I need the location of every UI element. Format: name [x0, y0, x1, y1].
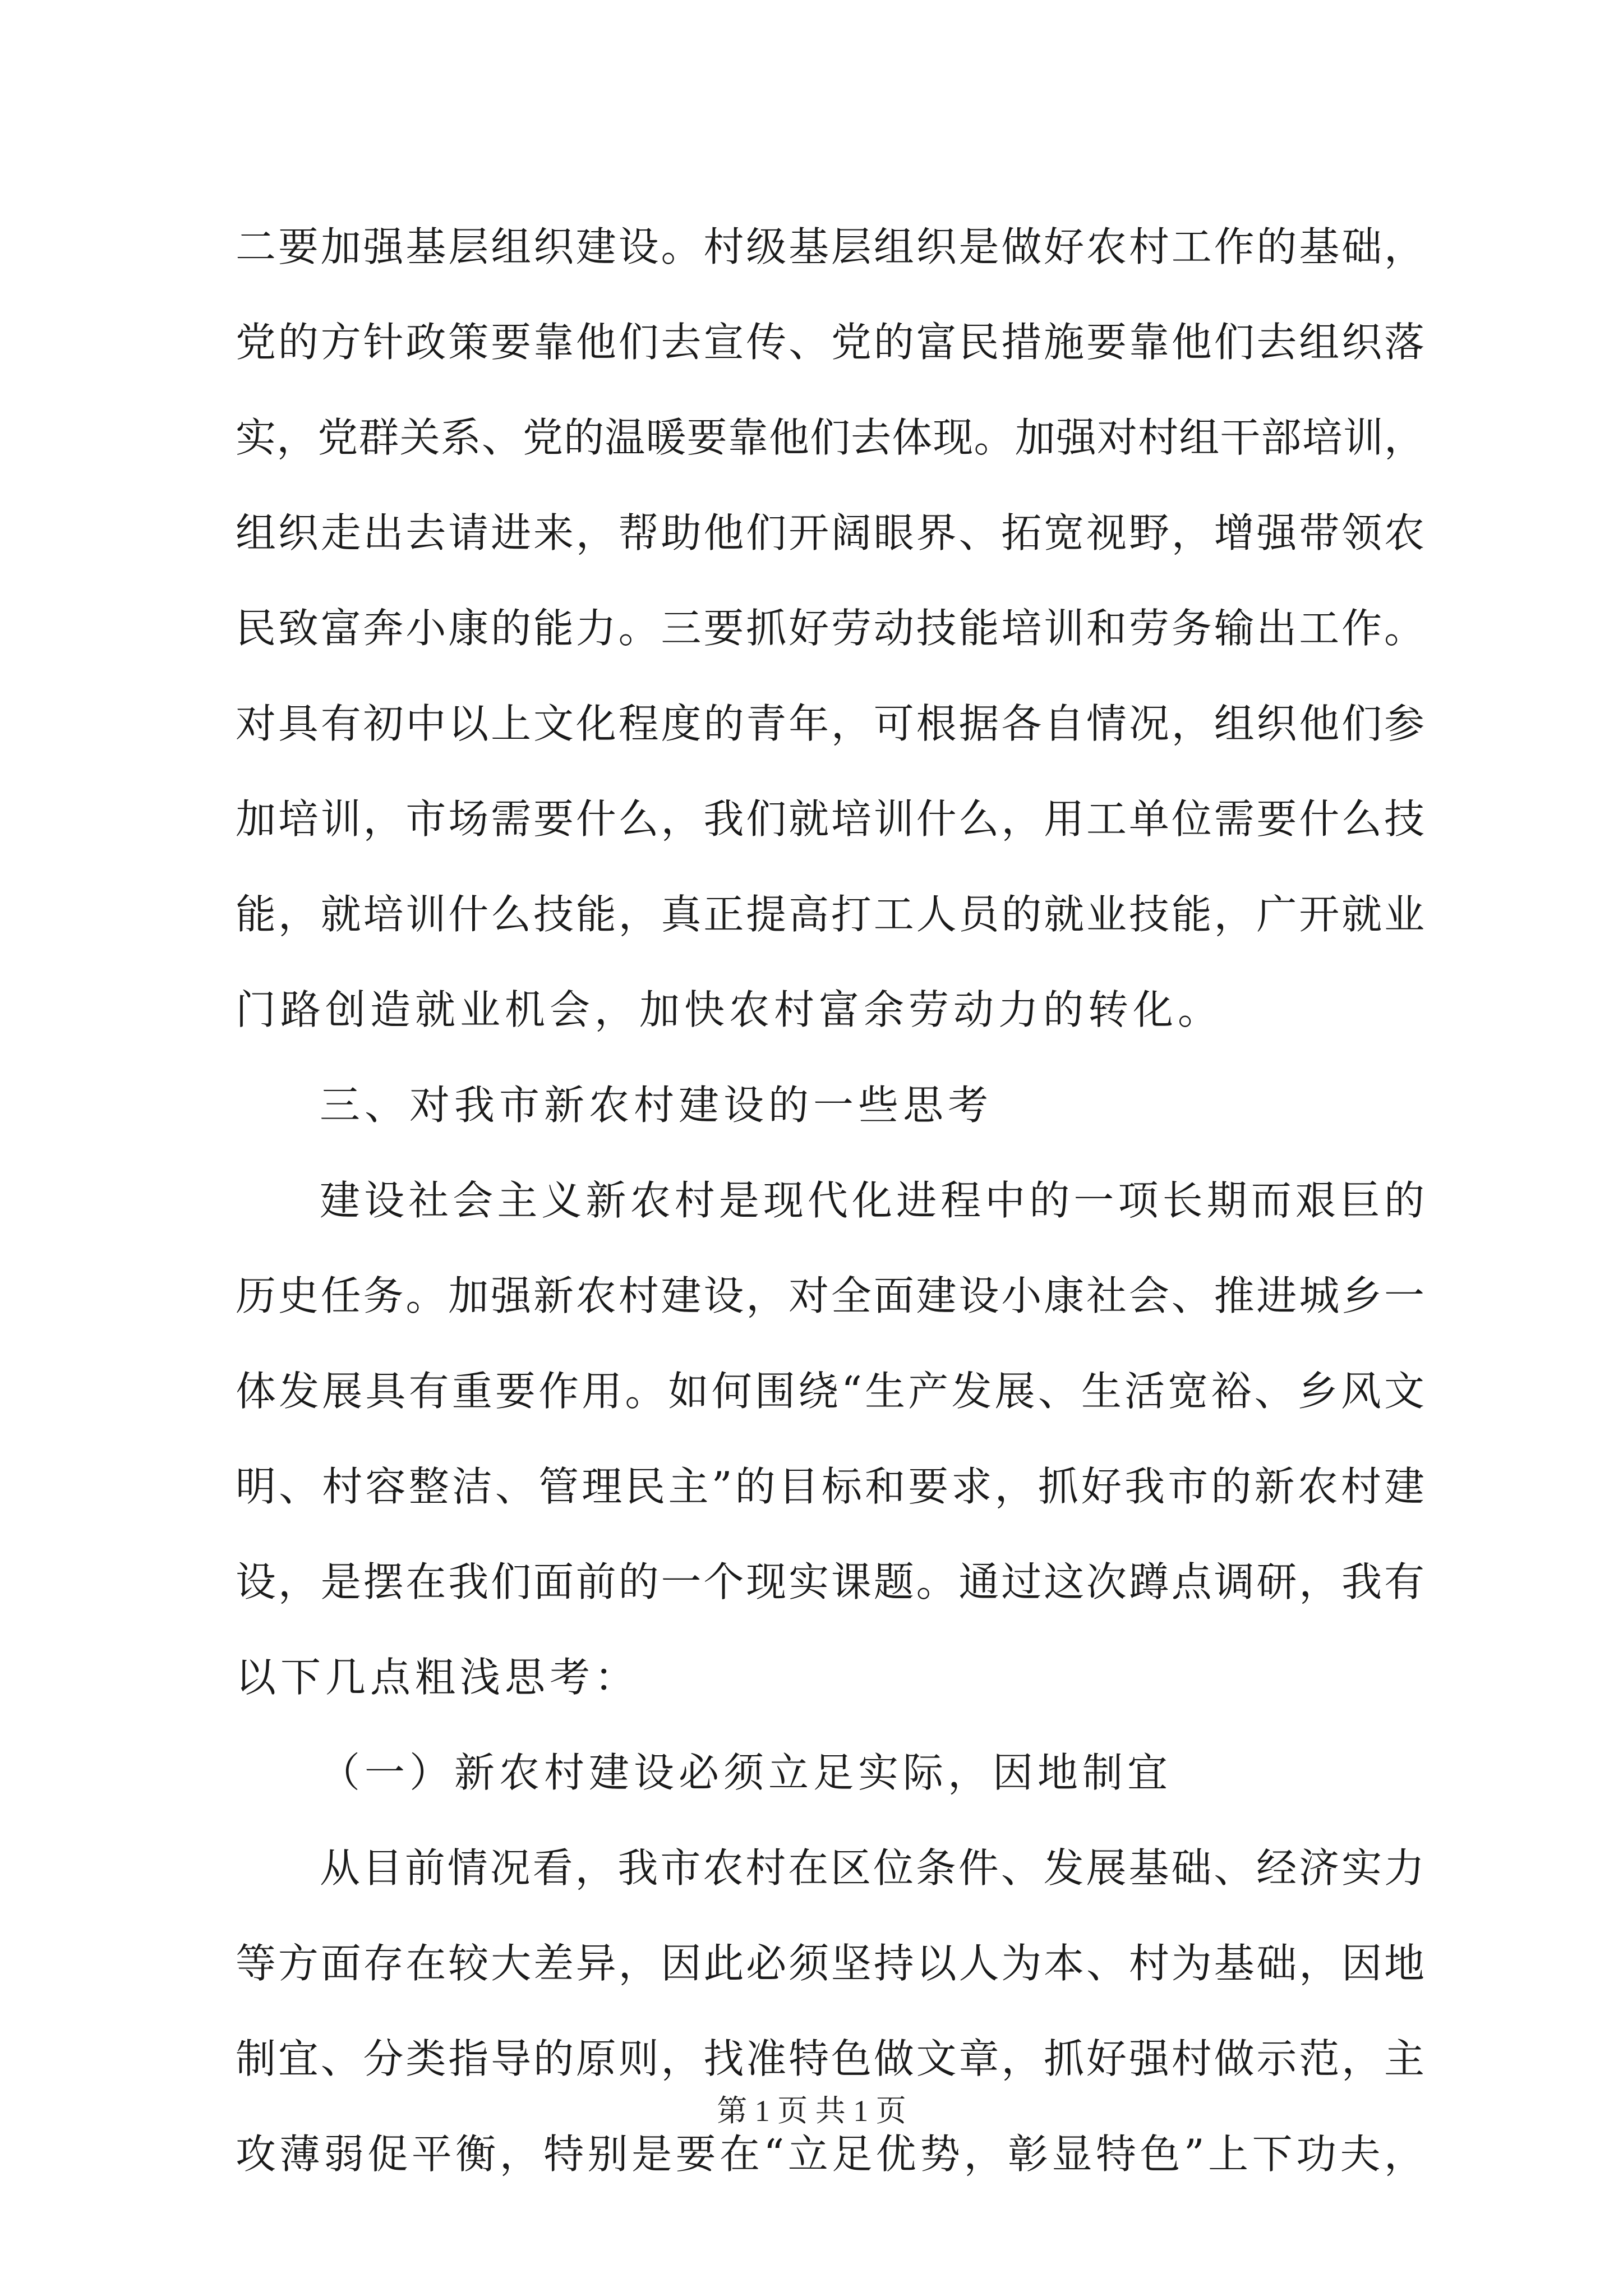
page-footer: 第 1 页 共 1 页 — [717, 2094, 906, 2128]
text-line: 明、村容整洁、管理民主”的目标和要求，抓好我市的新农村建 — [236, 1463, 1424, 1510]
text-line: 设，是摆在我们面前的一个现实课题。通过这次蹲点调研，我有 — [236, 1558, 1424, 1605]
text-line: 二要加强基层组织建设。村级基层组织是做好农村工作的基础， — [236, 223, 1424, 270]
text-line: 攻薄弱促平衡，特别是要在“立足优势，彰显特色”上下功夫， — [236, 2131, 1424, 2178]
subsection-heading: （一）新农村建设必须立足实际，因地制宜 — [320, 1749, 1173, 1796]
text-line: 实，党群关系、党的温暖要靠他们去体现。加强对村组干部培训， — [236, 414, 1424, 461]
text-line: 制宜、分类指导的原则，找准特色做文章，抓好强村做示范，主 — [236, 2035, 1424, 2082]
section-heading: 三、对我市新农村建设的一些思考 — [320, 1082, 993, 1129]
text-line: 民致富奔小康的能力。三要抓好劳动技能培训和劳务输出工作。 — [236, 605, 1424, 652]
text-line: 对具有初中以上文化程度的青年，可根据各自情况，组织他们参 — [236, 700, 1424, 747]
text-line: 等方面存在较大差异，因此必须坚持以人为本、村为基础，因地 — [236, 1940, 1424, 1987]
text-line: 历史任务。加强新农村建设，对全面建设小康社会、推进城乡一 — [236, 1272, 1424, 1319]
text-line: 能，就培训什么技能，真正提高打工人员的就业技能，广开就业 — [236, 891, 1424, 938]
text-line: 党的方针政策要靠他们去宣传、党的富民措施要靠他们去组织落 — [236, 319, 1424, 366]
text-line: 体发展具有重要作用。如何围绕“生产发展、生活宽裕、乡风文 — [236, 1368, 1424, 1415]
text-line: 以下几点粗浅思考： — [236, 1654, 640, 1701]
text-line: 组织走出去请进来，帮助他们开阔眼界、拓宽视野，增强带领农 — [236, 509, 1424, 556]
text-line: 门路创造就业机会，加快农村富余劳动力的转化。 — [236, 986, 1223, 1033]
paragraph-first-line: 从目前情况看，我市农村在区位条件、发展基础、经济实力 — [320, 1844, 1424, 1892]
text-line: 加培训，市场需要什么，我们就培训什么，用工单位需要什么技 — [236, 795, 1424, 843]
paragraph-first-line: 建设社会主义新农村是现代化进程中的一项长期而艰巨的 — [320, 1177, 1424, 1224]
